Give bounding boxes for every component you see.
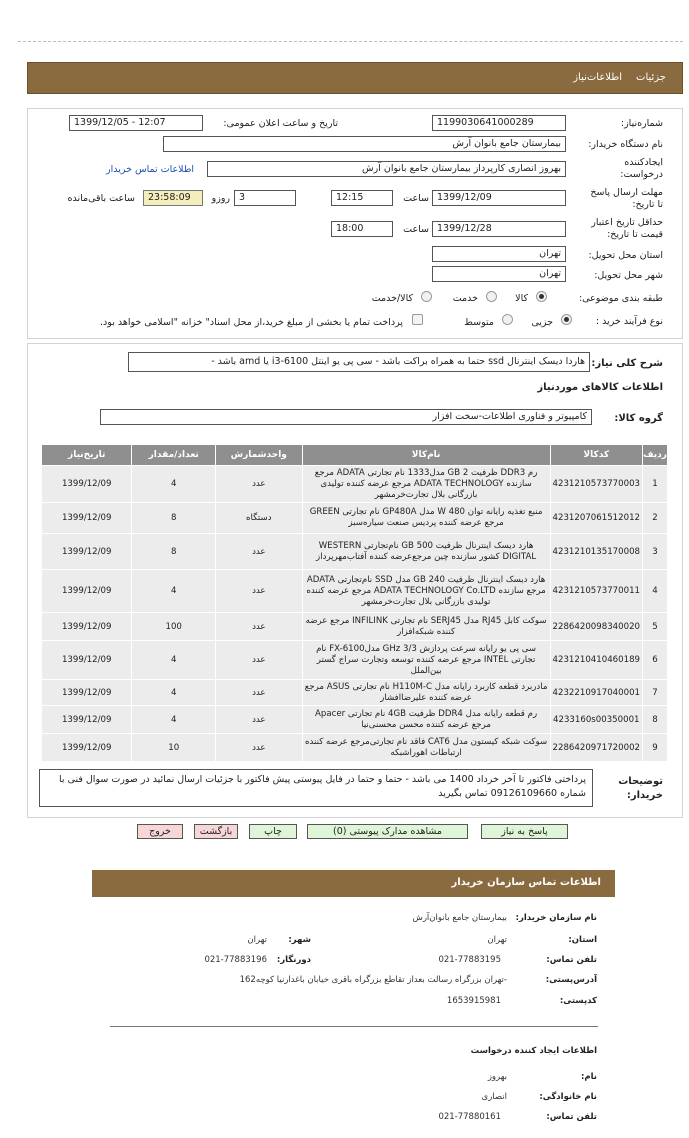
validity-label-2: قیمت تا تاریخ: [607, 229, 663, 240]
row-number: 5 [643, 613, 668, 641]
item-unit: عدد [215, 534, 302, 570]
postal-code-label: کدپستی: [559, 996, 597, 1006]
treasury-payment-note: پرداخت تمام یا بخشی از مبلغ خرید،از محل اسناد" خزانه "اسلامی خواهد بود. [100, 317, 403, 328]
item-name: سی پی یو رایانه سرعت پردازش 3/3 GHz مدلFX-6100 نام تجارتی INTEL مرجع عرضه کننده توسعه وتجارت سراج گستر بین‌الملل [302, 641, 550, 680]
contact-phone-label: تلفن تماس: [546, 955, 597, 965]
group-field: کامپیوتر و فناوری اطلاعات-سخت افزار [100, 409, 592, 425]
item-code: 2286420971720002 [550, 734, 642, 762]
category-goods-service-label: کالا/خدمت [371, 293, 413, 304]
deadline-time-label: ساعت [403, 193, 429, 204]
contact-phone-value: 021-77883195 [438, 955, 501, 965]
back-button[interactable]: بازگشت [194, 824, 238, 839]
contact-province-label: استان: [568, 935, 597, 945]
address-label: آدرس‌پستی: [545, 975, 597, 985]
item-code: 4231210573770011 [550, 570, 642, 613]
item-unit: دستگاه [215, 503, 302, 534]
item-unit: عدد [215, 570, 302, 613]
need-number-field: 1199030641000289 [432, 115, 566, 131]
item-code: 4231210410460189 [550, 641, 642, 680]
summary-label: شرح کلی نیاز: [591, 358, 663, 369]
contact-divider [110, 1026, 598, 1027]
item-name: منبع تغذیه رایانه توان 480 W مدل GP480A نام تجارتی GREEN مرجع عرضه کننده پردیس صنعت سیاره‌سبز [302, 503, 550, 534]
item-quantity: 4 [132, 706, 215, 734]
table-row [42, 570, 668, 613]
buyer-notes-label-1: توضیحات [618, 776, 663, 787]
first-name-value: بهروز [487, 1072, 507, 1082]
contact-fax-value: 021-77883196 [204, 955, 267, 965]
table-row [42, 613, 668, 641]
validity-label-1: حداقل تاریخ اعتبار [591, 217, 663, 228]
days-label: روزو [211, 193, 230, 204]
buyer-label: نام دستگاه‌ خریدار: [588, 139, 663, 150]
row-number: 2 [643, 503, 668, 534]
item-name: هارد دیسک اینترنال ظرفیت 500 GB نام‌تجارتی WESTERN DIGITAL کشور سازنده چین مرجع‌عرضه کننده آفتاب‌مهرپرداز [302, 534, 550, 570]
exit-button[interactable]: خروج [137, 824, 183, 839]
item-name: رم DDR3 ظرفیت 2 GB مدل1333 نام تجارتی ADATA مرجع سازنده ADATA TECHNOLOGY مرجع عرضه کننده تولیدی بازرگانی بلال تجارت‌خرمشهر [302, 466, 550, 503]
last-name-label: نام خانوادگی: [539, 1092, 597, 1102]
row-number: 9 [643, 734, 668, 762]
item-code: 4232210917040001 [550, 680, 642, 706]
item-name: رم قطعه رایانه مدل DDR4 ظرفیت 4GB نام تجارتی Apacer مرجع عرضه کننده محسن محسنی‌نیا [302, 706, 550, 734]
need-number-label: شماره‌نیاز: [620, 118, 663, 129]
item-quantity: 100 [132, 613, 215, 641]
item-date: 1399/12/09 [42, 466, 132, 503]
deadline-label-2: تا تاریخ: [632, 199, 663, 210]
col-unit-header: واحدشمارش [215, 445, 302, 466]
validity-time-field: 18:00 [331, 221, 393, 237]
table-header-row [42, 445, 668, 466]
col-quantity-header: تعداد/مقدار [132, 445, 215, 466]
item-code: 2286420098340020 [550, 613, 642, 641]
item-code: 4231207061512012 [550, 503, 642, 534]
row-number: 6 [643, 641, 668, 680]
goods-info-title: اطلاعات کالاهای موردنیاز [537, 382, 663, 393]
item-code: 4231210573770003 [550, 466, 642, 503]
item-quantity: 4 [132, 641, 215, 680]
contact-header: اطلاعات تماس سازمان خریدار [92, 870, 615, 897]
reply-button[interactable]: پاسخ به نیاز [481, 824, 568, 839]
table-row [42, 680, 668, 706]
process-label: نوع فرآیند خرید : [595, 316, 663, 327]
announce-date-label: تاریخ و ساعت اعلان عمومی: [223, 118, 338, 129]
item-unit: عدد [215, 641, 302, 680]
top-divider [18, 41, 683, 42]
item-quantity: 4 [132, 680, 215, 706]
item-name: مادربرد قطعه کاربرد رایانه مدل H110M-C نام تجارتی ASUS مرجع عرضه کننده علیرضاافشار [302, 680, 550, 706]
process-medium-label: متوسط [464, 317, 494, 328]
row-number: 4 [643, 570, 668, 613]
group-label: گروه کالا: [614, 413, 663, 424]
contact-city-label: شهر: [288, 935, 311, 945]
announce-date-field: 1399/12/05 - 12:07 [69, 115, 203, 131]
buyer-notes-label-2: خریدار: [626, 790, 663, 801]
table-row [42, 503, 668, 534]
attachments-button[interactable]: مشاهده مدارک پیوستی (0) [307, 824, 468, 839]
province-label: استان محل تحویل: [588, 250, 663, 261]
tab-announcement-info[interactable]: اطلاعات‌نیاز [573, 72, 622, 83]
item-name: هارد دیسک اینترنال ظرفیت 240 GB مدل SSD نام‌تجارتی ADATA مرجع سازنده ADATA TECHNOLOGY Co.LTD مرجع عرضه کننده تولیدی بازرگانی بلال تجارت‌خرمشهر [302, 570, 550, 613]
creator-info-title: اطلاعات ایجاد کننده درخواست [470, 1046, 597, 1056]
item-quantity: 10 [132, 734, 215, 762]
print-button[interactable]: چاپ [249, 824, 297, 839]
city-field: تهران [432, 266, 566, 282]
item-code: 4231210135170008 [550, 534, 642, 570]
table-row [42, 706, 668, 734]
category-radio-goods-service[interactable] [421, 291, 432, 302]
treasury-payment-checkbox[interactable] [412, 314, 423, 325]
buyer-field: بیمارستان جامع بانوان آرش [163, 136, 566, 152]
org-name-label: نام سازمان خریدار: [515, 913, 597, 923]
days-field: 3 [234, 190, 296, 206]
contact-province-value: تهران [487, 935, 507, 945]
col-name-header: نام‌کالا [302, 445, 550, 466]
deadline-date-field: 1399/12/09 [432, 190, 566, 206]
process-radio-minor[interactable] [561, 314, 572, 325]
creator-field: بهروز انصاری کارپرداز بیمارستان جامع بانوان آرش [207, 161, 566, 177]
item-date: 1399/12/09 [42, 613, 132, 641]
process-minor-label: جزیی [531, 317, 553, 328]
validity-date-field: 1399/12/28 [432, 221, 566, 237]
category-radio-goods[interactable] [536, 291, 547, 302]
province-field: تهران [432, 246, 566, 262]
row-number: 3 [643, 534, 668, 570]
city-label: شهر محل تحویل: [594, 270, 663, 281]
item-date: 1399/12/09 [42, 680, 132, 706]
buyer-contact-link[interactable]: اطلاعات تماس خریدار [106, 164, 195, 175]
org-name-value: بیمارستان جامع بانوان‌آرش [412, 913, 507, 923]
item-quantity: 4 [132, 570, 215, 613]
contact-fax-label: دورنگار: [276, 955, 311, 965]
row-number: 1 [643, 466, 668, 503]
row-number: 7 [643, 680, 668, 706]
item-unit: عدد [215, 706, 302, 734]
table-row [42, 534, 668, 570]
item-quantity: 8 [132, 503, 215, 534]
item-quantity: 8 [132, 534, 215, 570]
table-row [42, 641, 668, 680]
item-unit: عدد [215, 466, 302, 503]
item-date: 1399/12/09 [42, 734, 132, 762]
category-radio-service[interactable] [486, 291, 497, 302]
category-service-label: خدمت [452, 293, 478, 304]
col-date-header: تاریخ‌نیاز [42, 445, 132, 466]
table-row [42, 466, 668, 503]
creator-phone-value: 021-77880161 [438, 1112, 501, 1122]
col-code-header: کدکالا [550, 445, 642, 466]
validity-time-label: ساعت [403, 224, 429, 235]
postal-code-value: 1653915981 [446, 996, 501, 1006]
item-name: سوکت کابل RJ45 مدل SERJ45 نام تجارتی INFILINK مرجع عرضه کننده شبکه‌افزار [302, 613, 550, 641]
item-code: 4233160s00350001 [550, 706, 642, 734]
goods-table [41, 444, 668, 762]
item-date: 1399/12/09 [42, 570, 132, 613]
item-unit: عدد [215, 680, 302, 706]
creator-label-2: درخواست: [620, 169, 663, 180]
contact-city-value: تهران [247, 935, 267, 945]
item-date: 1399/12/09 [42, 706, 132, 734]
table-row [42, 734, 668, 762]
address-value: -تهران بزرگراه رسالت بعداز تقاطع بزرگراه باقری خیابان باغدارنیا کوچه162 [239, 975, 507, 985]
first-name-label: نام: [580, 1072, 597, 1082]
col-row-header: ردیف [643, 445, 668, 466]
item-unit: عدد [215, 613, 302, 641]
item-date: 1399/12/09 [42, 534, 132, 570]
creator-label-1: ایجادکننده [624, 157, 663, 168]
item-name: سوکت شبکه کیستون مدل CAT6 فاقد نام تجارتی‌مرجع عرضه کننده ارتباطات اهورا‌شبکه [302, 734, 550, 762]
process-radio-medium[interactable] [502, 314, 513, 325]
item-date: 1399/12/09 [42, 503, 132, 534]
tabs-bar [27, 62, 683, 94]
remaining-time-field: 23:58:09 [143, 190, 203, 206]
summary-field: هاردا دیسک اینترنال ssd حتما به همراه براکت باشد - سی پی یو اینتل i3-6100 یا amd باشد - [128, 352, 590, 372]
remaining-time-label: ساعت باقی‌مانده [67, 193, 135, 204]
item-unit: عدد [215, 734, 302, 762]
tab-details[interactable]: جزئیات [636, 72, 666, 83]
deadline-label-1: مهلت ارسال پاسخ [590, 187, 663, 198]
item-date: 1399/12/09 [42, 641, 132, 680]
category-label: طبقه بندی موضوعی: [578, 293, 663, 304]
last-name-value: انصاری [481, 1092, 507, 1102]
creator-phone-label: تلفن تماس: [546, 1112, 597, 1122]
category-goods-label: کالا [515, 293, 528, 304]
row-number: 8 [643, 706, 668, 734]
buyer-notes-field: پرداختی فاکتور تا آخر خرداد 1400 می باشد - حتما و حتما در فایل پیوستی پیش فاکتور با جزئیات ارسال نمائید در صورت سوال فنی با شماره 09126109660 تماس بگیرید [39, 769, 593, 807]
item-quantity: 4 [132, 466, 215, 503]
deadline-time-field: 12:15 [331, 190, 393, 206]
